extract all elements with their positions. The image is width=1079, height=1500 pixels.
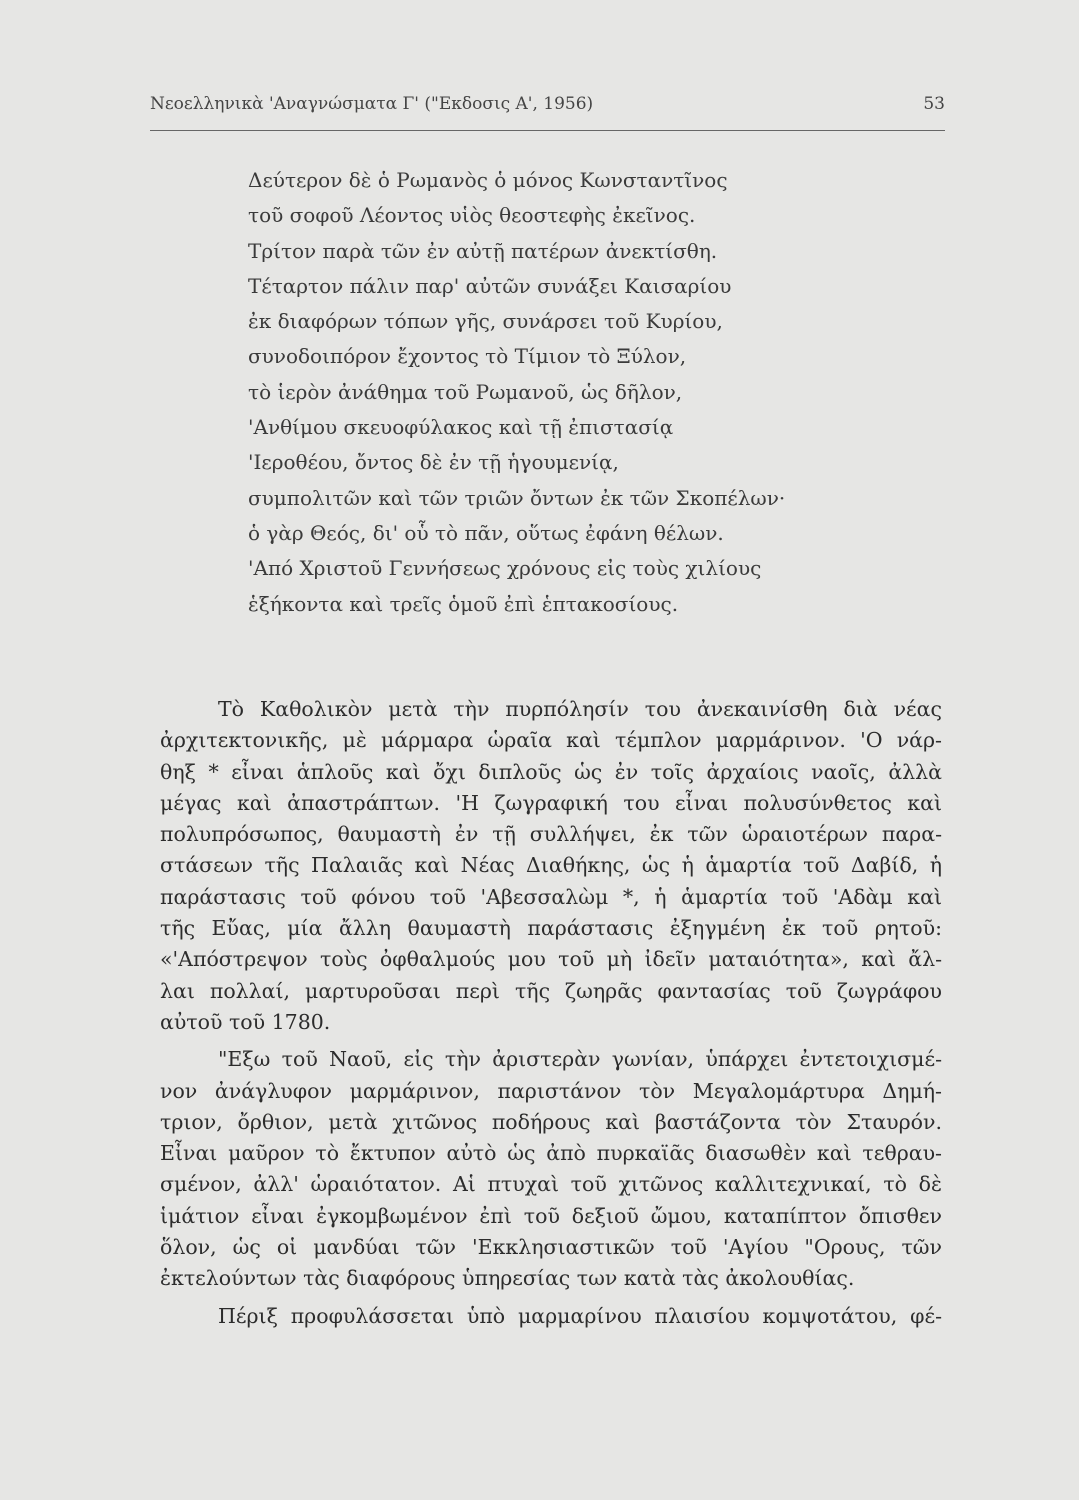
text-line: ἱμάτιον εἶναι ἐγκομβωμένον ἐπὶ τοῦ δεξιοῦ ὤμου, καταπίπτον ὄπισθεν (160, 1203, 942, 1228)
text-line: νον ἀνάγλυφον μαρμάρινον, παριστάνον τὸν Μεγαλομάρτυρα Δημή- (160, 1078, 942, 1103)
text-line: λαι πολλαί, μαρτυροῦσαι περὶ τῆς ζωηρᾶς φαντασίας τοῦ ζωγράφου (160, 978, 942, 1003)
page-number: 53 (923, 94, 945, 114)
running-title: Νεοελληνικὰ 'Αναγνώσματα Γ' ("Εκδοσις Α', 1956) (150, 94, 594, 114)
poem-line: ἑξήκοντα καὶ τρεῖς ὁμοῦ ἐπὶ ἑπτακοσίους. (248, 591, 679, 616)
text-line: τριον, ὄρθιον, μετὰ χιτῶνος ποδήρους καὶ βαστάζοντα τὸν Σταυρόν. (160, 1109, 942, 1134)
text-line: πολυπρόσωπος, θαυμαστὴ ἐν τῇ συλλήψει, ἐκ τῶν ὡραιοτέρων παρα- (160, 822, 942, 847)
text-line: αὐτοῦ τοῦ 1780. (160, 1009, 331, 1034)
text-line: ὅλον, ὡς οἱ μανδύαι τῶν 'Εκκλησιαστικῶν τοῦ 'Αγίου "Ορους, τῶν (160, 1235, 942, 1260)
text-line: τῆς Εὔας, μία ἄλλη θαυμαστὴ παράστασις ἐξηγμένη ἐκ τοῦ ρητοῦ: (160, 916, 942, 941)
text-line: "Εξω τοῦ Ναοῦ, εἰς τὴν ἀριστερὰν γωνίαν, ὑπάρχει ἐντετοιχισμέ- (218, 1047, 942, 1072)
text-line: Εἶναι μαῦρον τὸ ἔκτυπον αὐτὸ ὡς ἀπὸ πυρκαϊᾶς διασωθὲν καὶ τεθραυ- (160, 1141, 942, 1166)
paragraph (160, 1044, 942, 1294)
poem-line: 'Από Χριστοῦ Γεννήσεως χρόνους εἰς τοὺς χιλίους (248, 556, 762, 581)
body-text (160, 694, 942, 1332)
poem-line: 'Ιεροθέου, ὄντος δὲ ἐν τῇ ἡγουμενίᾳ, (248, 450, 619, 475)
text-line: θηξ * εἶναι ἁπλοῦς καὶ ὄχι διπλοῦς ὡς ἐν τοῖς ἀρχαίοις ναοῖς, ἀλλὰ (160, 759, 942, 784)
text-line: ἀρχιτεκτονικῆς, μὲ μάρμαρα ὡραῖα καὶ τέμπλον μαρμάρινον. 'Ο νάρ- (160, 728, 942, 753)
running-header (150, 94, 945, 114)
paragraph (160, 1301, 942, 1332)
poem-line: Τέταρτον πάλιν παρ' αὐτῶν συνάξει Καισαρίου (248, 273, 732, 298)
text-line: σμένον, ἀλλ' ὡραιότατον. Αἱ πτυχαὶ τοῦ χιτῶνος καλλιτεχνικαί, τὸ δὲ (160, 1172, 942, 1197)
header-rule (150, 130, 945, 131)
text-line: στάσεων τῆς Παλαιᾶς καὶ Νέας Διαθήκης, ὡς ἡ ἁμαρτία τοῦ Δαβίδ, ἡ (160, 853, 942, 878)
poem-line: συνοδοιπόρον ἔχοντος τὸ Τίμιον τὸ Ξύλον, (248, 344, 687, 369)
poem-line: 'Ανθίμου σκευοφύλακος καὶ τῇ ἐπιστασίᾳ (248, 415, 674, 440)
text-line: Πέριξ προφυλάσσεται ὑπὸ μαρμαρίνου πλαισίου κομψοτάτου, φέ- (218, 1303, 942, 1328)
text-line: «'Απόστρεψον τοὺς ὀφθαλμούς μου τοῦ μὴ ἰδεῖν ματαιότητα», καὶ ἄλ- (160, 947, 942, 972)
poem-line: τοῦ σοφοῦ Λέοντος υἱὸς θεοστεφὴς ἐκεῖνος. (248, 203, 696, 228)
text-line: μέγας καὶ ἀπαστράπτων. 'Η ζωγραφική του εἶναι πολυσύνθετος καὶ (160, 790, 942, 815)
poem-line: ὁ γὰρ Θεός, δι' οὗ τὸ πᾶν, οὕτως ἐφάνη θέλων. (248, 520, 724, 545)
inscription-poem (248, 163, 785, 622)
paragraph (160, 694, 942, 1038)
text-line: ἐκτελούντων τὰς διαφόρους ὑπηρεσίας των κατὰ τὰς ἀκολουθίας. (160, 1266, 855, 1291)
text-line: παράστασις τοῦ φόνου τοῦ 'Αβεσσαλὼμ *, ἡ ἁμαρτία τοῦ 'Αδὰμ καὶ (160, 884, 942, 909)
poem-line: Δεύτερον δὲ ὁ Ρωμανὸς ὁ μόνος Κωνσταντῖνος (248, 168, 728, 192)
text-line: Τὸ Καθολικὸν μετὰ τὴν πυρπόλησίν του ἀνεκαινίσθη διὰ νέας (218, 697, 942, 721)
poem-line: ἐκ διαφόρων τόπων γῆς, συνάρσει τοῦ Κυρίου, (248, 309, 723, 334)
poem-line: τὸ ἱερὸν ἀνάθημα τοῦ Ρωμανοῦ, ὡς δῆλον, (248, 379, 683, 404)
poem-line: Τρίτον παρὰ τῶν ἐν αὐτῇ πατέρων ἀνεκτίσθη. (248, 238, 718, 263)
poem-line: συμπολιτῶν καὶ τῶν τριῶν ὄντων ἐκ τῶν Σκοπέλων· (248, 485, 786, 510)
